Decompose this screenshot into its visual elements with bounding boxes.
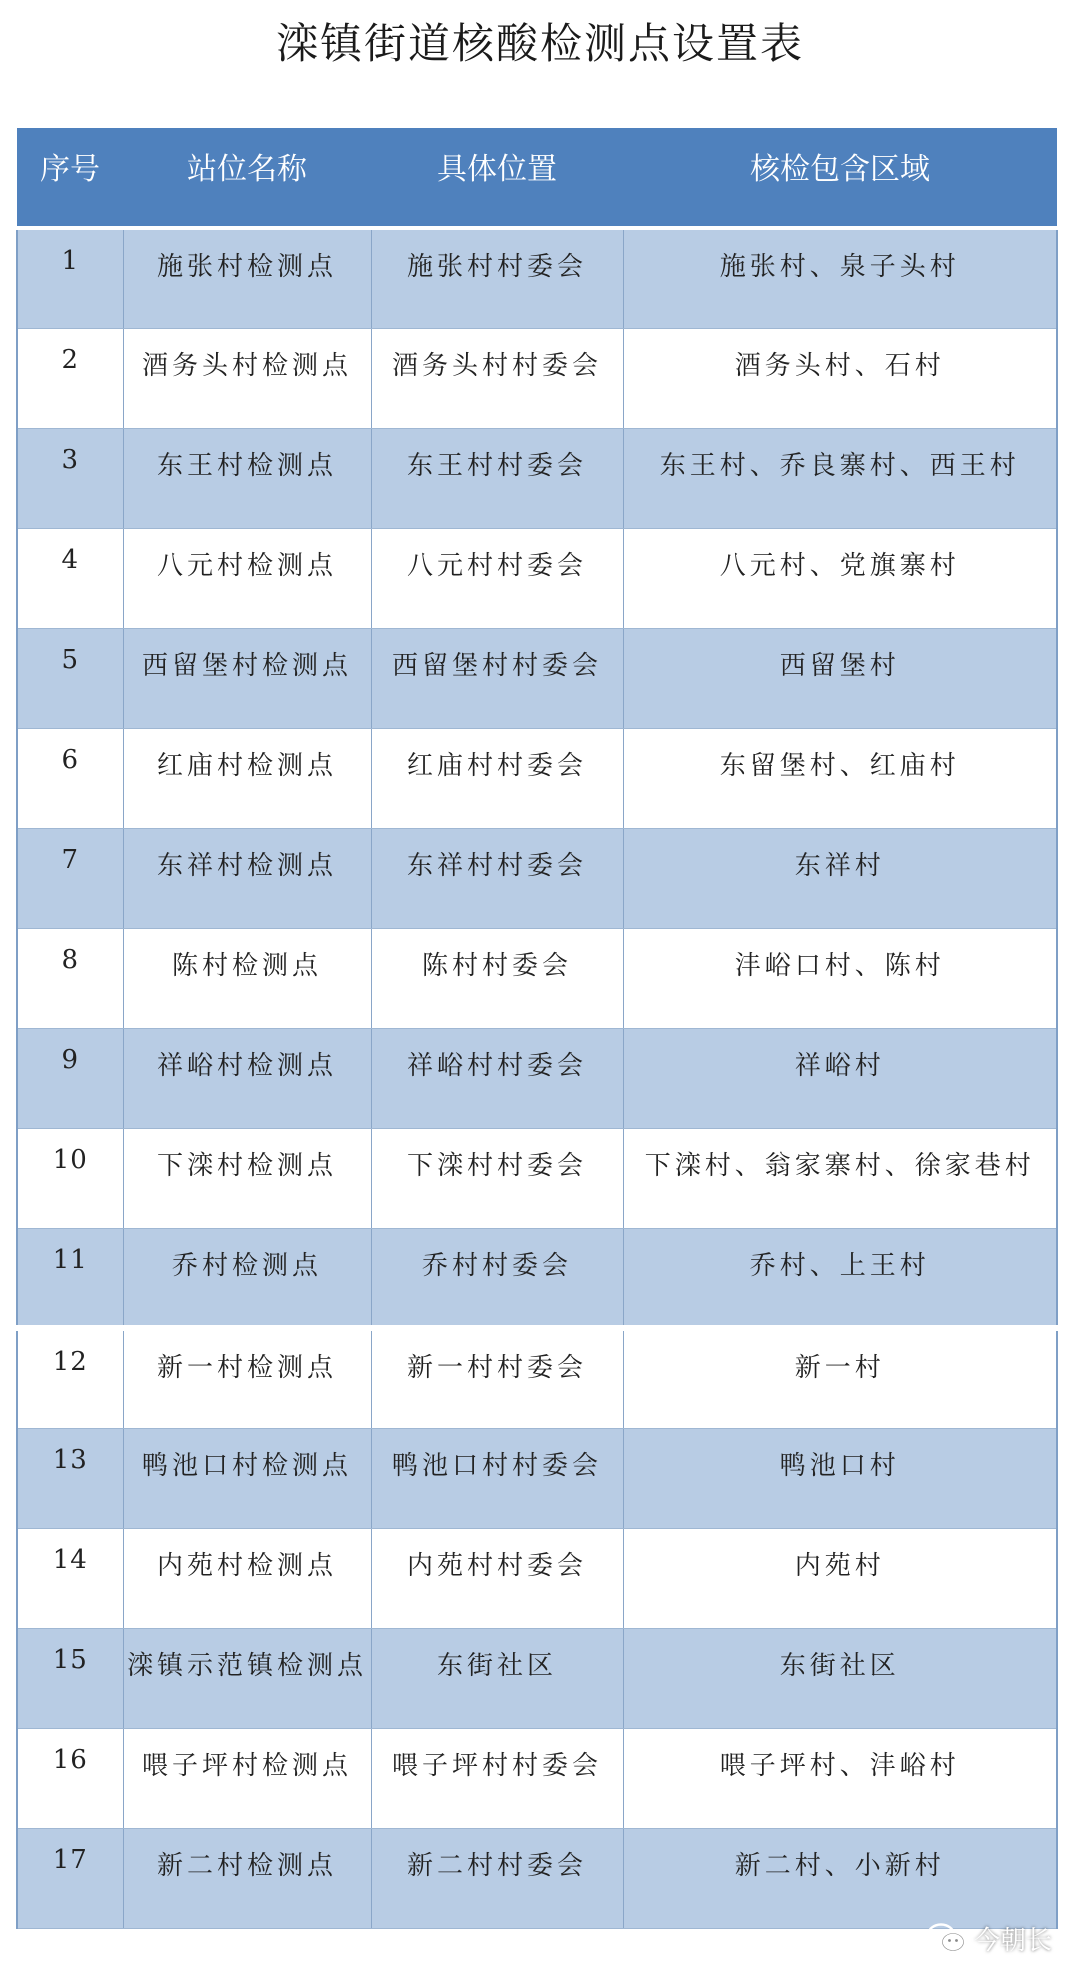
cell-coverage-area: 新二村、小新村 <box>623 1828 1057 1928</box>
cell-location: 内苑村村委会 <box>371 1528 623 1628</box>
table-row <box>17 1528 1057 1628</box>
cell-location: 东祥村村委会 <box>371 828 623 928</box>
cell-index: 6 <box>17 728 123 828</box>
cell-location: 新二村村委会 <box>371 1828 623 1928</box>
cell-location: 喂子坪村村委会 <box>371 1728 623 1828</box>
cell-index: 13 <box>17 1428 123 1528</box>
cell-coverage-area: 东王村、乔良寨村、西王村 <box>623 428 1057 528</box>
table-row <box>17 1828 1057 1928</box>
cell-coverage-area: 东留堡村、红庙村 <box>623 728 1057 828</box>
header-index: 序号 <box>17 128 123 228</box>
cell-site-name: 东王村检测点 <box>123 428 371 528</box>
cell-coverage-area: 东祥村 <box>623 828 1057 928</box>
cell-coverage-area: 八元村、党旗寨村 <box>623 528 1057 628</box>
header-row <box>17 128 1057 228</box>
header-location: 具体位置 <box>371 128 623 228</box>
cell-coverage-area: 下滦村、翁家寨村、徐家巷村 <box>623 1128 1057 1228</box>
cell-index: 9 <box>17 1028 123 1128</box>
cell-site-name: 西留堡村检测点 <box>123 628 371 728</box>
cell-location: 八元村村委会 <box>371 528 623 628</box>
cell-site-name: 酒务头村检测点 <box>123 328 371 428</box>
cell-location: 新一村村委会 <box>371 1328 623 1428</box>
table-row <box>17 228 1057 328</box>
cell-location: 祥峪村村委会 <box>371 1028 623 1128</box>
header-site-name: 站位名称 <box>123 128 371 228</box>
cell-site-name: 滦镇示范镇检测点 <box>123 1628 371 1728</box>
cell-coverage-area: 内苑村 <box>623 1528 1057 1628</box>
cell-coverage-area: 喂子坪村、沣峪村 <box>623 1728 1057 1828</box>
table-row <box>17 728 1057 828</box>
cell-coverage-area: 施张村、泉子头村 <box>623 228 1057 328</box>
cell-index: 10 <box>17 1128 123 1228</box>
cell-site-name: 鸭池口村检测点 <box>123 1428 371 1528</box>
cell-coverage-area: 酒务头村、石村 <box>623 328 1057 428</box>
header-coverage-area: 核检包含区域 <box>623 128 1057 228</box>
table-row <box>17 1128 1057 1228</box>
cell-index: 14 <box>17 1528 123 1628</box>
cell-index: 4 <box>17 528 123 628</box>
wechat-icon <box>926 1922 966 1954</box>
testing-sites-table <box>16 128 1058 1929</box>
cell-coverage-area: 乔村、上王村 <box>623 1228 1057 1328</box>
table-row <box>17 1628 1057 1728</box>
cell-index: 7 <box>17 828 123 928</box>
cell-location: 施张村村委会 <box>371 228 623 328</box>
cell-location: 陈村村委会 <box>371 928 623 1028</box>
table-row <box>17 928 1057 1028</box>
cell-index: 5 <box>17 628 123 728</box>
table-row <box>17 1428 1057 1528</box>
table-row <box>17 1728 1057 1828</box>
cell-site-name: 下滦村检测点 <box>123 1128 371 1228</box>
cell-location: 西留堡村村委会 <box>371 628 623 728</box>
cell-site-name: 祥峪村检测点 <box>123 1028 371 1128</box>
table-row <box>17 1028 1057 1128</box>
cell-location: 红庙村村委会 <box>371 728 623 828</box>
cell-location: 酒务头村村委会 <box>371 328 623 428</box>
cell-index: 11 <box>17 1228 123 1328</box>
table-row <box>17 528 1057 628</box>
cell-index: 3 <box>17 428 123 528</box>
table-row <box>17 828 1057 928</box>
cell-site-name: 红庙村检测点 <box>123 728 371 828</box>
cell-site-name: 东祥村检测点 <box>123 828 371 928</box>
table-body <box>17 228 1057 1928</box>
cell-index: 17 <box>17 1828 123 1928</box>
cell-index: 2 <box>17 328 123 428</box>
cell-site-name: 乔村检测点 <box>123 1228 371 1328</box>
watermark <box>926 1920 1052 1956</box>
testing-sites-table-container <box>16 128 1056 1955</box>
cell-location: 鸭池口村村委会 <box>371 1428 623 1528</box>
cell-site-name: 内苑村检测点 <box>123 1528 371 1628</box>
cell-index: 16 <box>17 1728 123 1828</box>
cell-site-name: 新二村检测点 <box>123 1828 371 1928</box>
page-title: 滦镇街道核酸检测点设置表 <box>275 19 804 68</box>
table-row <box>17 328 1057 428</box>
cell-index: 15 <box>17 1628 123 1728</box>
cell-index: 1 <box>17 228 123 328</box>
cell-site-name: 喂子坪村检测点 <box>123 1728 371 1828</box>
table-row <box>17 428 1057 528</box>
cell-location: 东街社区 <box>371 1628 623 1728</box>
cell-site-name: 施张村检测点 <box>123 228 371 328</box>
cell-coverage-area: 祥峪村 <box>623 1028 1057 1128</box>
cell-coverage-area: 沣峪口村、陈村 <box>623 928 1057 1028</box>
table-row <box>17 1328 1057 1428</box>
cell-index: 12 <box>17 1328 123 1428</box>
table-row <box>17 1228 1057 1328</box>
table-row <box>17 628 1057 728</box>
cell-location: 东王村村委会 <box>371 428 623 528</box>
cell-site-name: 新一村检测点 <box>123 1328 371 1428</box>
cell-site-name: 八元村检测点 <box>123 528 371 628</box>
cell-location: 乔村村委会 <box>371 1228 623 1328</box>
cell-coverage-area: 西留堡村 <box>623 628 1057 728</box>
cell-coverage-area: 东街社区 <box>623 1628 1057 1728</box>
cell-location: 下滦村村委会 <box>371 1128 623 1228</box>
cell-site-name: 陈村检测点 <box>123 928 371 1028</box>
watermark-text: 今朝长 <box>973 1925 1052 1956</box>
table-header <box>17 128 1057 228</box>
cell-index: 8 <box>17 928 123 1028</box>
cell-coverage-area: 新一村 <box>623 1328 1057 1428</box>
cell-coverage-area: 鸭池口村 <box>623 1428 1057 1528</box>
